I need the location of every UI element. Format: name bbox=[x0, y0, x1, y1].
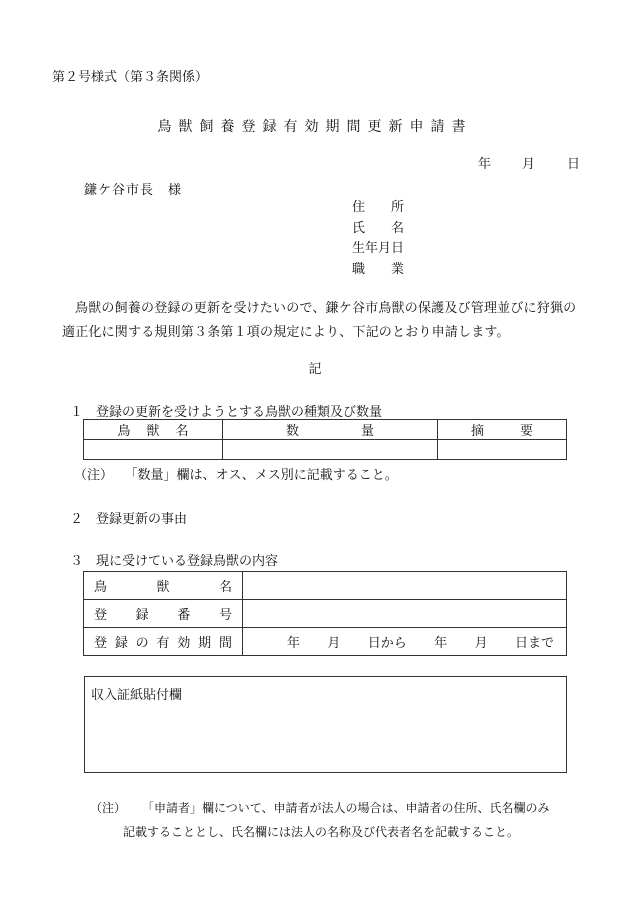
note-marker: （注） bbox=[74, 468, 114, 483]
label-char: 録 bbox=[135, 608, 149, 623]
label-char: 期 bbox=[198, 636, 212, 651]
section1-note bbox=[74, 464, 398, 483]
label-char: 有 bbox=[156, 636, 170, 651]
document-title: 鳥獣飼養登録有効期間更新申請書 bbox=[157, 119, 473, 135]
species-quantity-table bbox=[83, 419, 567, 460]
applicant-address-label bbox=[352, 196, 404, 215]
label-char: 年 bbox=[365, 241, 379, 256]
header-char: 量 bbox=[361, 424, 375, 439]
table-row bbox=[84, 628, 567, 656]
section1-heading: １ 登録の更新を受けようとする鳥獣の種類及び数量 bbox=[70, 405, 383, 420]
label-char: 間 bbox=[218, 636, 232, 651]
value-registration-number[interactable] bbox=[243, 600, 567, 628]
label-char: 生 bbox=[352, 241, 366, 256]
label-char: 録 bbox=[114, 636, 128, 651]
label-char: 月 bbox=[378, 241, 392, 256]
label-char: の bbox=[135, 636, 149, 651]
label-char: 業 bbox=[391, 262, 405, 277]
note-text: 「数量」欄は、オス、メス別に記載すること。 bbox=[131, 468, 398, 483]
label-char: 所 bbox=[391, 200, 405, 215]
revenue-stamp-box bbox=[84, 676, 567, 773]
current-registration-table bbox=[83, 571, 567, 656]
label-registration-number bbox=[84, 600, 243, 628]
period-day-to: 日まで bbox=[514, 636, 554, 651]
label-char: 番 bbox=[177, 608, 191, 623]
value-validity-period[interactable] bbox=[243, 628, 567, 656]
table-row bbox=[84, 440, 567, 460]
label-char: 登 bbox=[94, 608, 108, 623]
label-char: 職 bbox=[352, 262, 366, 277]
statement-text: 鳥獣の飼養の登録の更新を受けたいので、鎌ケ谷市鳥獣の保護及び管理並びに狩猟の適正化に関する規則第３条第１項の規定により、下記のとおり申請します。 bbox=[62, 301, 577, 340]
footnote-line2: 記載することとし、氏名欄には法人の名称及び代表者名を記載すること。 bbox=[123, 825, 520, 839]
applicant-name-label bbox=[352, 217, 404, 236]
period-day-from: 日から bbox=[367, 636, 407, 651]
footnote-marker: （注） bbox=[90, 801, 127, 815]
label-char: 獣 bbox=[156, 580, 170, 595]
applicant-occupation-label bbox=[352, 258, 404, 277]
cell-quantity[interactable] bbox=[223, 440, 438, 460]
period-month-to: 月 bbox=[474, 636, 488, 651]
col-species bbox=[84, 420, 223, 440]
label-char: 効 bbox=[177, 636, 191, 651]
form-number: 第２号様式（第３条関係） bbox=[52, 70, 209, 85]
header-char: 摘 bbox=[470, 424, 484, 439]
table-row bbox=[84, 600, 567, 628]
date-year: 年 bbox=[478, 157, 492, 172]
period-year-from: 年 bbox=[287, 636, 301, 651]
date-month: 月 bbox=[522, 157, 536, 172]
label-char: 登 bbox=[94, 636, 108, 651]
footnote-text: 「申請者」欄について、申請者が法人の場合は、申請者の住所、氏名欄のみ bbox=[148, 801, 550, 815]
label-char: 日 bbox=[391, 241, 405, 256]
header-char: 要 bbox=[520, 424, 534, 439]
table-header-row bbox=[84, 420, 567, 440]
label-validity-period bbox=[84, 628, 243, 656]
header-char: 獣 bbox=[146, 424, 160, 439]
revenue-stamp-label: 収入証紙貼付欄 bbox=[91, 688, 183, 703]
col-remarks bbox=[438, 420, 567, 440]
section2-heading: ２ 登録更新の事由 bbox=[70, 512, 188, 527]
footnote bbox=[90, 796, 550, 844]
label-char: 名 bbox=[391, 221, 405, 236]
period-year-to: 年 bbox=[434, 636, 448, 651]
header-char: 鳥 bbox=[117, 424, 131, 439]
label-species bbox=[84, 572, 243, 600]
applicant-birthdate-label bbox=[352, 237, 404, 256]
section3-heading: ３ 現に受けている登録鳥獣の内容 bbox=[70, 554, 279, 569]
header-char: 数 bbox=[285, 424, 299, 439]
label-char: 氏 bbox=[352, 221, 366, 236]
label-char: 鳥 bbox=[94, 580, 108, 595]
date-line bbox=[0, 153, 630, 172]
cell-species[interactable] bbox=[84, 440, 223, 460]
ki-heading: 記 bbox=[308, 362, 322, 377]
cell-remarks[interactable] bbox=[438, 440, 567, 460]
label-char: 号 bbox=[218, 608, 232, 623]
header-char: 名 bbox=[175, 424, 189, 439]
period-month-from: 月 bbox=[327, 636, 341, 651]
addressee: 鎌ケ谷市長 様 bbox=[84, 183, 183, 198]
label-char: 住 bbox=[352, 200, 366, 215]
date-day: 日 bbox=[567, 157, 581, 172]
col-quantity bbox=[223, 420, 438, 440]
table-row bbox=[84, 572, 567, 600]
value-species[interactable] bbox=[243, 572, 567, 600]
application-statement bbox=[62, 297, 582, 345]
footnote-line1 bbox=[90, 796, 550, 820]
label-char: 名 bbox=[218, 580, 232, 595]
